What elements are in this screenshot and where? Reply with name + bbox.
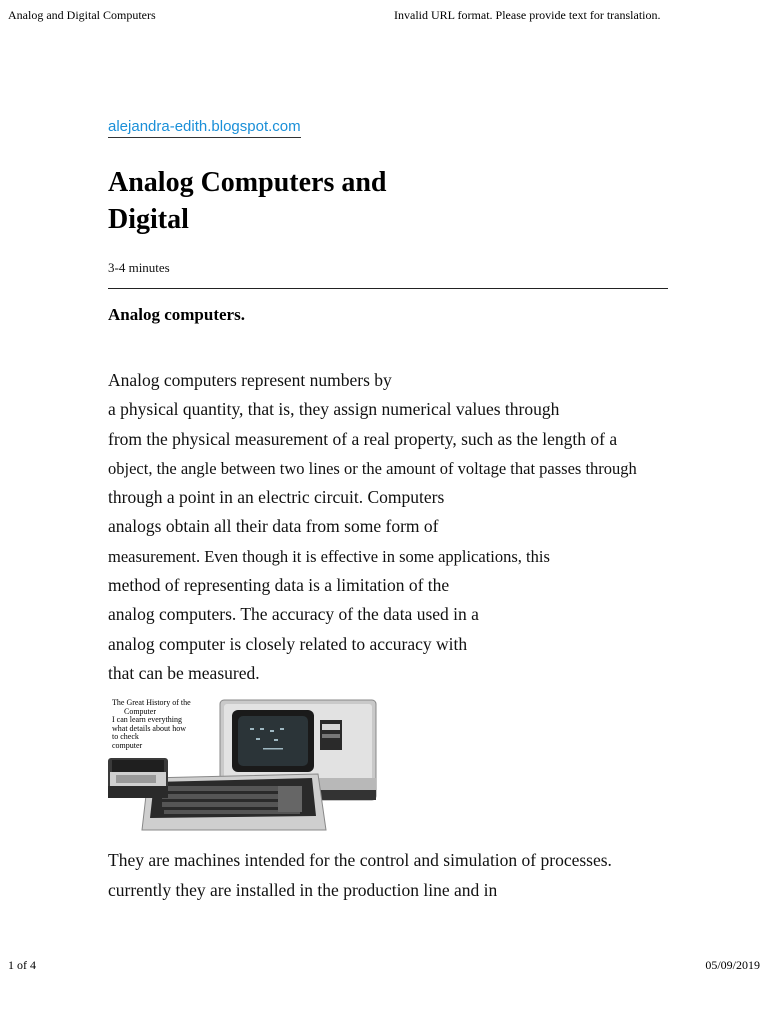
caption-line: to check: [112, 732, 139, 742]
page-number: 1 of 4: [8, 958, 36, 972]
paragraph-line: method of representing data is a limitation of the: [108, 575, 450, 596]
header-url-note: Invalid URL format. Please provide text for translation.: [394, 8, 661, 22]
document-title: Analog and Digital Computers: [8, 8, 156, 22]
paragraph-line: measurement. Even though it is effective in some applications, this: [108, 546, 550, 566]
paragraph: [108, 366, 708, 688]
caption-line: Computer: [124, 706, 156, 716]
title-line: Digital: [108, 204, 189, 235]
computer-image: [108, 698, 378, 833]
site-link[interactable]: alejandra-edith.blogspot.com: [108, 118, 301, 138]
paragraph-line: analogs obtain all their data from some form of: [108, 516, 439, 537]
paragraph-line: currently they are installed in the production line and in: [108, 880, 498, 901]
reading-time: 3-4 minutes: [108, 260, 170, 275]
paragraph-line: analog computers. The accuracy of the data used in a: [108, 604, 479, 625]
print-header: [8, 8, 760, 24]
paragraph-line: object, the angle between two lines or the amount of voltage that passes through: [108, 458, 637, 478]
paragraph-line: from the physical measurement of a real property, such as the length of a: [108, 428, 618, 449]
paragraph: [108, 845, 708, 905]
print-footer: [8, 958, 760, 974]
title-line: Analog Computers and: [108, 167, 387, 198]
caption-line: computer: [112, 740, 143, 750]
paragraph-line: They are machines intended for the control and simulation of processes.: [108, 850, 612, 871]
paragraph-line: Analog computers represent numbers by: [108, 370, 392, 390]
divider: [108, 288, 668, 289]
figure-caption: [112, 699, 232, 750]
article: [108, 118, 708, 905]
caption-line: what details about how: [112, 723, 186, 733]
caption-line: I can learn everything: [112, 715, 182, 725]
paragraph-line: a physical quantity, that is, they assign numerical values through: [108, 399, 560, 420]
paragraph-line: analog computer is closely related to accuracy with: [108, 633, 468, 654]
paragraph-line: through a point in an electric circuit. Computers: [108, 487, 445, 508]
paragraph-line: that can be measured.: [108, 662, 260, 683]
section-heading: Analog computers.: [108, 305, 245, 324]
print-date: 05/09/2019: [705, 958, 760, 972]
article-title: [108, 164, 428, 238]
caption-line: The Great History of the: [112, 698, 191, 708]
